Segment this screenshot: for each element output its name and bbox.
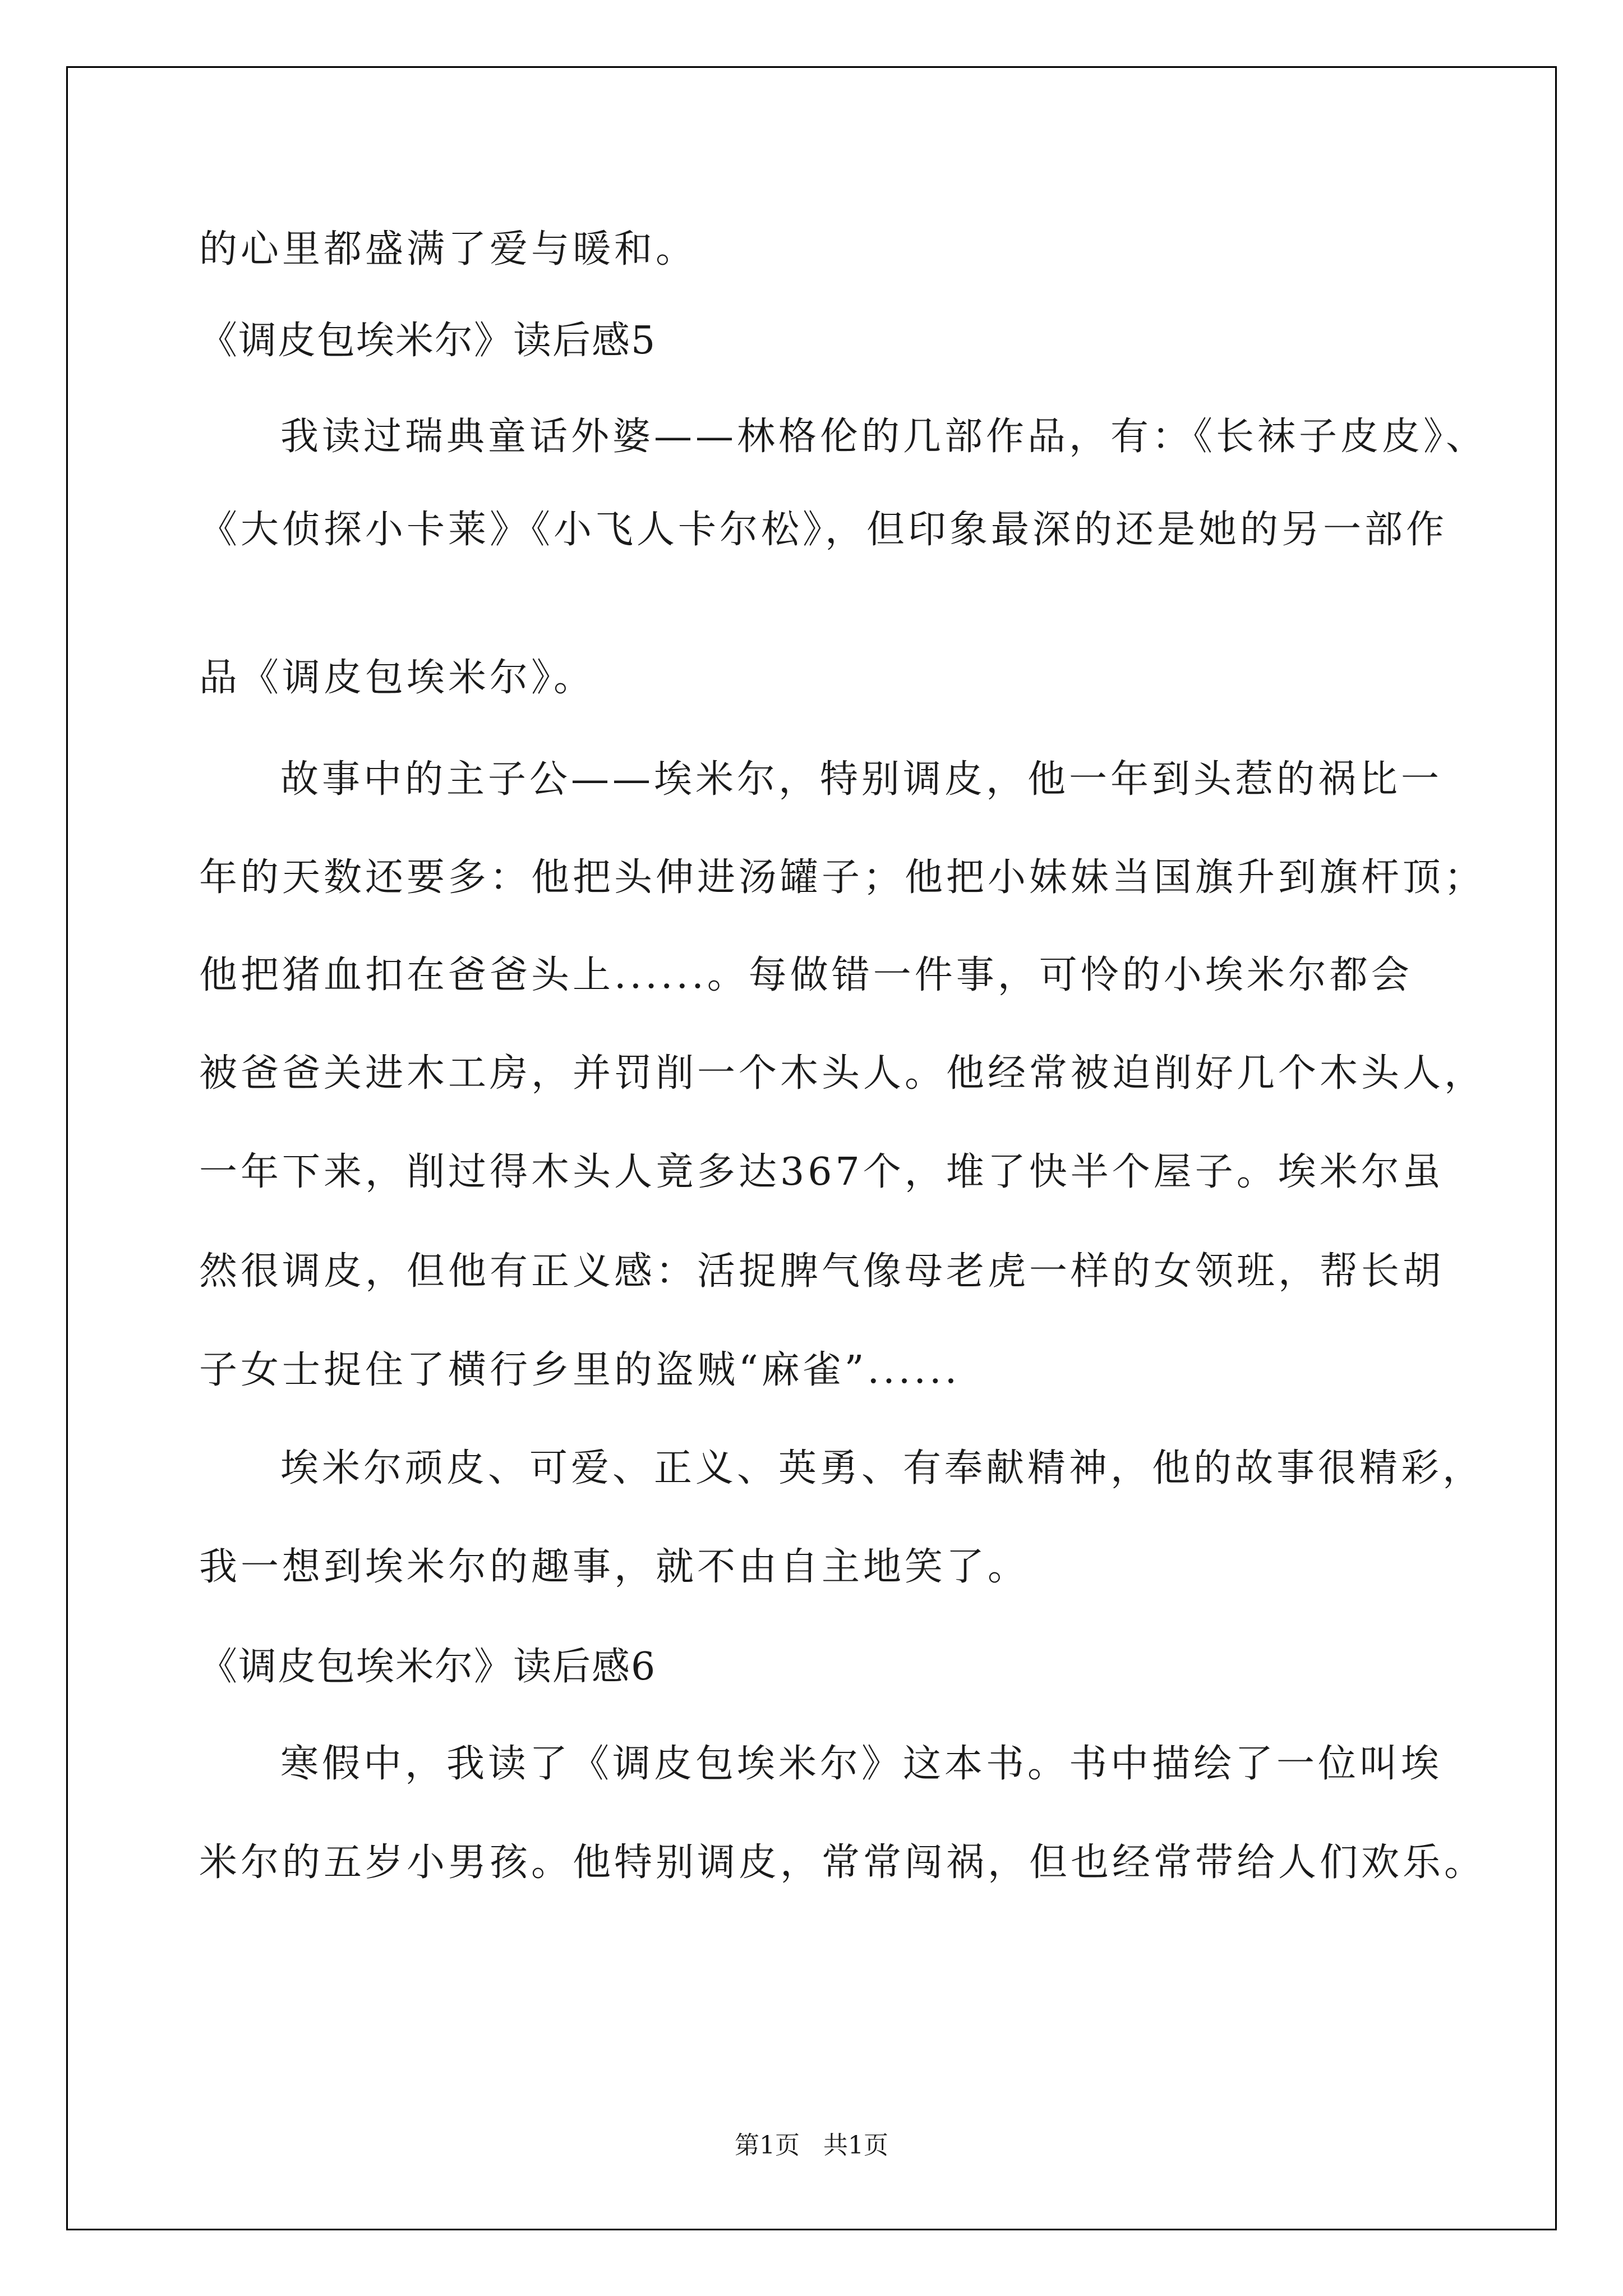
section-heading: 《调皮包埃米尔》读后感6: [199, 1645, 657, 1689]
body-line: 我一想到埃米尔的趣事，就不由自主地笑了。: [199, 1545, 1030, 1589]
body-line: 一年下来，削过得木头人竟多达367个，堆了快半个屋子。埃米尔虽: [199, 1150, 1444, 1194]
section-heading: 《调皮包埃米尔》读后感5: [199, 319, 657, 363]
body-line: 子女士捉住了横行乡里的盗贼“麻雀”......: [199, 1348, 961, 1392]
page-number: 第1页 共1页: [735, 2131, 888, 2160]
body-line: 寒假中，我读了《调皮包埃米尔》这本书。书中描绘了一位叫埃: [280, 1742, 1443, 1786]
body-line: 埃米尔顽皮、可爱、正义、英勇、有奉献精神，他的故事很精彩，: [280, 1446, 1484, 1490]
body-line: 品《调皮包埃米尔》。: [199, 656, 596, 700]
body-line: 米尔的五岁小男孩。他特别调皮，常常闯祸，但也经常带给人们欢乐。: [199, 1841, 1486, 1885]
body-line: 被爸爸关进木工房，并罚削一个木头人。他经常被迫削好几个木头人，: [199, 1051, 1486, 1096]
body-line: 他把猪血扣在爸爸头上......。每做错一件事，可怜的小埃米尔都会: [199, 953, 1413, 997]
body-line: 故事中的主子公——埃米尔，特别调皮，他一年到头惹的祸比一: [280, 757, 1443, 802]
body-line: 《大侦探小卡莱》《小飞人卡尔松》，但印象最深的还是她的另一部作: [199, 508, 1448, 552]
body-line: 然很调皮，但他有正义感：活捉脾气像母老虎一样的女领班，帮长胡: [199, 1249, 1445, 1294]
body-line: 的心里都盛满了爱与暖和。: [199, 227, 698, 272]
body-line: 年的天数还要多：他把头伸进汤罐子；他把小妹妹当国旗升到旗杆顶；: [199, 855, 1486, 900]
body-line: 我读过瑞典童话外婆——林格伦的几部作品，有：《长袜子皮皮》、: [280, 415, 1488, 459]
